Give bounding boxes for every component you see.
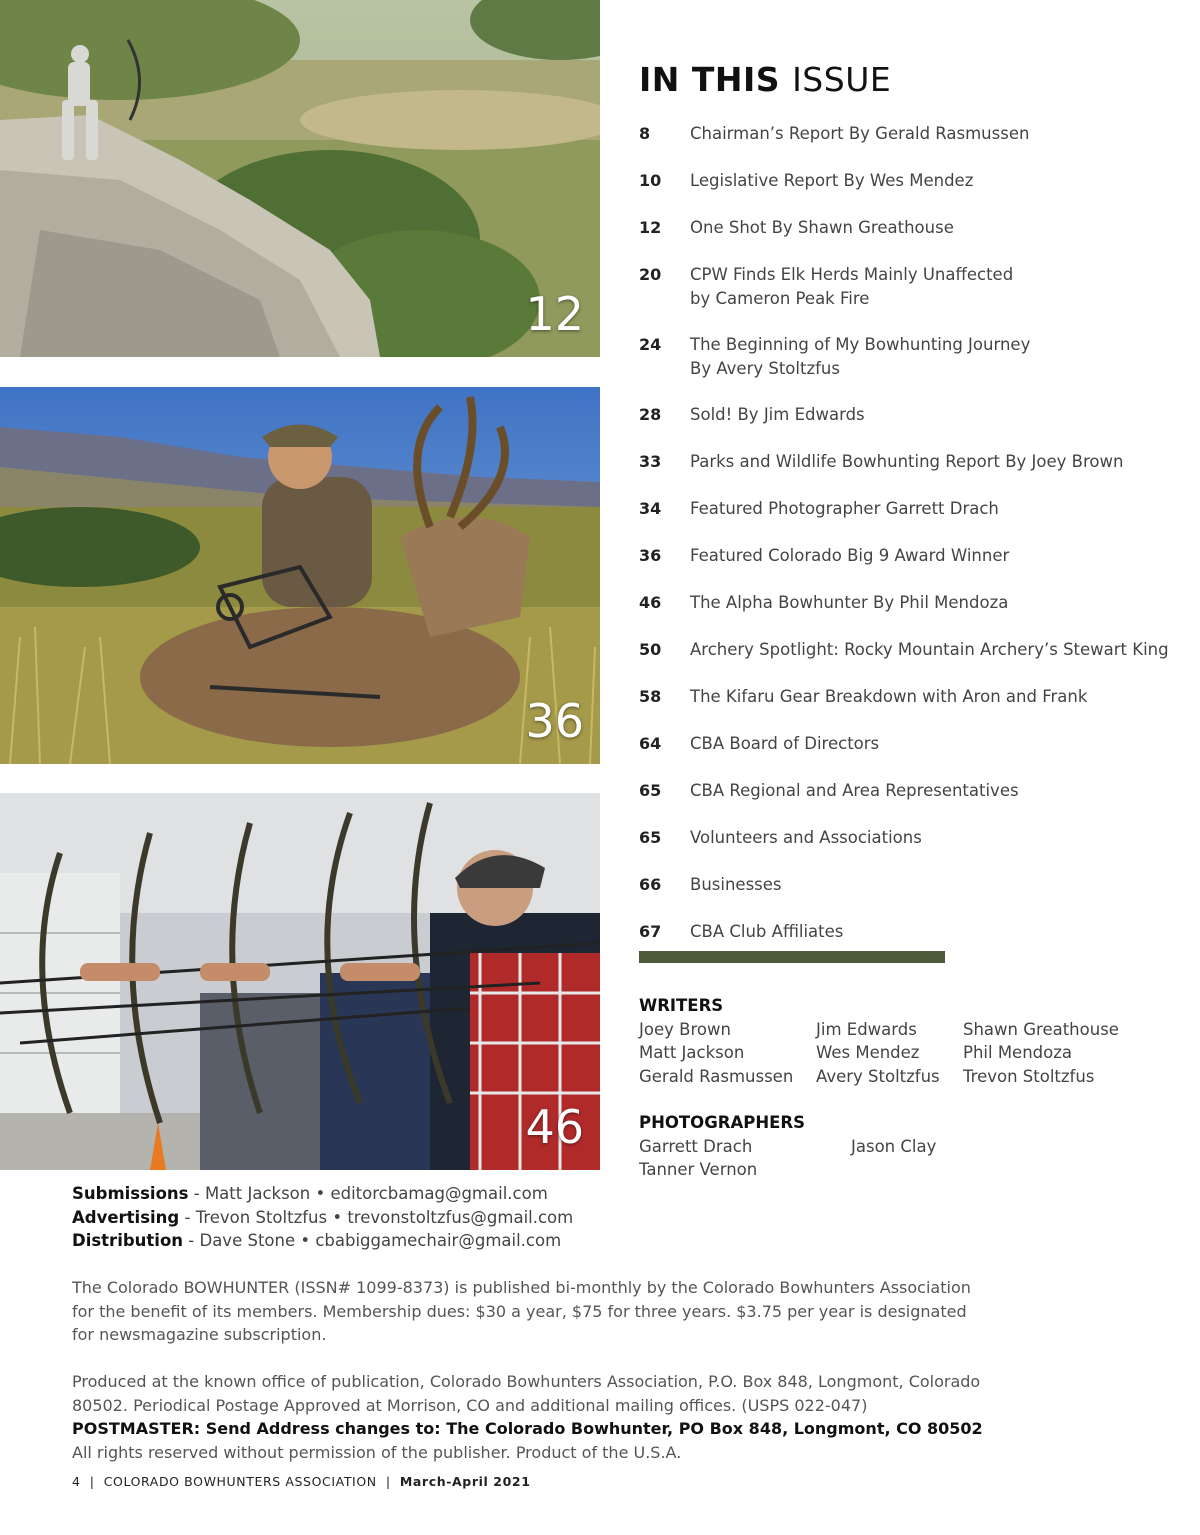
- toc-title-line: CBA Regional and Area Representatives: [690, 781, 1019, 800]
- photo-page-number: 12: [525, 287, 584, 341]
- writers-list: [639, 1018, 1163, 1089]
- toc-title-line: Businesses: [690, 875, 782, 894]
- toc-title-line: The Kifaru Gear Breakdown with Aron and Frank: [690, 687, 1088, 706]
- toc-title-line: One Shot By Shawn Greathouse: [690, 218, 954, 237]
- office-text: Produced at the known office of publication, Colorado Bowhunters Association, P.O. Box 848, Longmont, Colorado 80502. Periodical Postage Approved at Morrison, CO and additional mailing offices. (USPS 022-047): [72, 1372, 981, 1415]
- toc-heading: [639, 60, 891, 99]
- deer-scene-image: [0, 387, 600, 764]
- footer-separator: |: [385, 1474, 391, 1489]
- toc-title-line: The Beginning of My Bowhunting Journey: [690, 335, 1031, 354]
- toc-item[interactable]: [639, 873, 1179, 897]
- toc-page-number: 20: [639, 265, 662, 284]
- toc-item[interactable]: [639, 826, 1179, 850]
- photographers-list: [639, 1135, 1001, 1182]
- photographer-name: Jason Clay: [851, 1136, 937, 1156]
- toc-title-line: CPW Finds Elk Herds Mainly Unaffected: [690, 265, 1014, 284]
- table-of-contents: [639, 122, 1179, 967]
- toc-title-line: Parks and Wildlife Bowhunting Report By Joey Brown: [690, 452, 1124, 471]
- photo-hunter-with-deer: [0, 387, 600, 764]
- writer-name: Joey Brown: [639, 1019, 731, 1039]
- toc-title-line: Featured Colorado Big 9 Award Winner: [690, 546, 1010, 565]
- toc-item[interactable]: [639, 333, 1179, 380]
- toc-page-number: 8: [639, 124, 651, 143]
- writer-name: Shawn Greathouse: [963, 1019, 1119, 1039]
- toc-item[interactable]: [639, 122, 1179, 146]
- toc-title-line: Legislative Report By Wes Mendez: [690, 171, 974, 190]
- toc-item[interactable]: [639, 216, 1179, 240]
- toc-page-number: 65: [639, 828, 662, 847]
- toc-page-number: 58: [639, 687, 662, 706]
- writer-name: Matt Jackson: [639, 1043, 745, 1062]
- toc-page-number: 64: [639, 734, 662, 753]
- cliff-scene-image: [0, 0, 600, 357]
- photographer-name: Garrett Drach: [639, 1136, 753, 1156]
- photographer-name: Tanner Vernon: [639, 1160, 758, 1179]
- footer-issue: March-April 2021: [399, 1474, 531, 1489]
- writer-name: Jim Edwards: [816, 1019, 917, 1039]
- page-footer: [72, 1474, 531, 1489]
- toc-title-line: Featured Photographer Garrett Drach: [690, 499, 999, 518]
- toc-title-line: Chairman’s Report By Gerald Rasmussen: [690, 124, 1030, 143]
- toc-page-number: 10: [639, 171, 662, 190]
- photo-archers-line: [0, 793, 600, 1170]
- contact-row: [72, 1229, 573, 1253]
- toc-item[interactable]: [639, 920, 1179, 944]
- toc-item[interactable]: [639, 591, 1179, 615]
- toc-title-line: CBA Club Affiliates: [690, 922, 844, 941]
- toc-item[interactable]: [639, 169, 1179, 193]
- publication-info: The Colorado BOWHUNTER (ISSN# 1099-8373) is published bi-monthly by the Colorado Bowhunters Association for the benefit of its members. Membership dues: $30 a year, $75 for three years. $3.75 per year is designated for newsmagazine subscription.: [72, 1278, 971, 1344]
- photographers-credits: [639, 1111, 1001, 1182]
- photographers-heading: PHOTOGRAPHERS: [639, 1113, 805, 1132]
- toc-page-number: 36: [639, 546, 662, 565]
- postmaster-notice: POSTMASTER: Send Address changes to: The Colorado Bowhunter, PO Box 848, Longmont, CO 80502: [72, 1419, 983, 1438]
- contact-detail[interactable]: - Matt Jackson • editorcbamag@gmail.com: [188, 1184, 548, 1203]
- toc-page-number: 46: [639, 593, 662, 612]
- rights-notice: All rights reserved without permission of the publisher. Product of the U.S.A.: [72, 1442, 682, 1462]
- toc-title-line: Volunteers and Associations: [690, 828, 922, 847]
- contact-row: [72, 1182, 573, 1206]
- toc-item[interactable]: [639, 450, 1179, 474]
- toc-item[interactable]: [639, 497, 1179, 521]
- toc-page-number: 34: [639, 499, 662, 518]
- section-divider: [639, 951, 945, 963]
- toc-heading-light: ISSUE: [792, 60, 892, 99]
- toc-page-number: 66: [639, 875, 662, 894]
- toc-item[interactable]: [639, 732, 1179, 756]
- publication-office-info: [72, 1370, 992, 1464]
- toc-page-number: 65: [639, 781, 662, 800]
- toc-title-line: by Cameron Peak Fire: [690, 288, 870, 308]
- toc-item[interactable]: [639, 263, 1179, 310]
- contact-detail[interactable]: - Trevon Stoltzfus • trevonstoltzfus@gmail.com: [179, 1207, 574, 1227]
- toc-page-number: 24: [639, 335, 662, 354]
- toc-title-line: Archery Spotlight: Rocky Mountain Archery’s Stewart King: [690, 640, 1169, 659]
- contact-row: [72, 1206, 573, 1230]
- contact-label: Submissions: [72, 1184, 189, 1203]
- writer-name: Avery Stoltzfus: [816, 1066, 940, 1086]
- toc-heading-bold: IN THIS: [639, 60, 781, 99]
- writer-name: Phil Mendoza: [963, 1043, 1073, 1062]
- toc-title-line: CBA Board of Directors: [690, 734, 880, 753]
- toc-page-number: 50: [639, 640, 662, 659]
- footer-separator: |: [89, 1474, 95, 1489]
- writer-name: Gerald Rasmussen: [639, 1066, 794, 1086]
- toc-title-line: By Avery Stoltzfus: [690, 358, 840, 378]
- contact-label: Advertising: [72, 1207, 180, 1227]
- toc-item[interactable]: [639, 685, 1179, 709]
- writer-name: Wes Mendez: [816, 1043, 920, 1062]
- photo-page-number: 46: [525, 1100, 584, 1154]
- footer-page-number: 4: [72, 1474, 81, 1489]
- writers-heading: WRITERS: [639, 996, 724, 1015]
- photo-page-number: 36: [525, 694, 584, 748]
- toc-item[interactable]: [639, 403, 1179, 427]
- toc-page-number: 28: [639, 405, 662, 424]
- archers-scene-image: [0, 793, 600, 1170]
- toc-page-number: 33: [639, 452, 662, 471]
- toc-title-line: The Alpha Bowhunter By Phil Mendoza: [690, 593, 1009, 612]
- writer-name: Trevon Stoltzfus: [963, 1066, 1095, 1086]
- toc-page-number: 67: [639, 922, 662, 941]
- toc-item[interactable]: [639, 779, 1179, 803]
- toc-page-number: 12: [639, 218, 662, 237]
- toc-item[interactable]: [639, 544, 1179, 568]
- photo-hunter-on-cliff: [0, 0, 600, 357]
- contact-list: [72, 1182, 573, 1253]
- contact-label: Distribution: [72, 1231, 184, 1250]
- contact-detail[interactable]: - Dave Stone • cbabiggamechair@gmail.com: [183, 1231, 562, 1250]
- toc-title-line: Sold! By Jim Edwards: [690, 405, 865, 424]
- toc-item[interactable]: [639, 638, 1179, 662]
- footer-org: COLORADO BOWHUNTERS ASSOCIATION: [103, 1474, 377, 1489]
- writers-credits: [639, 994, 1163, 1088]
